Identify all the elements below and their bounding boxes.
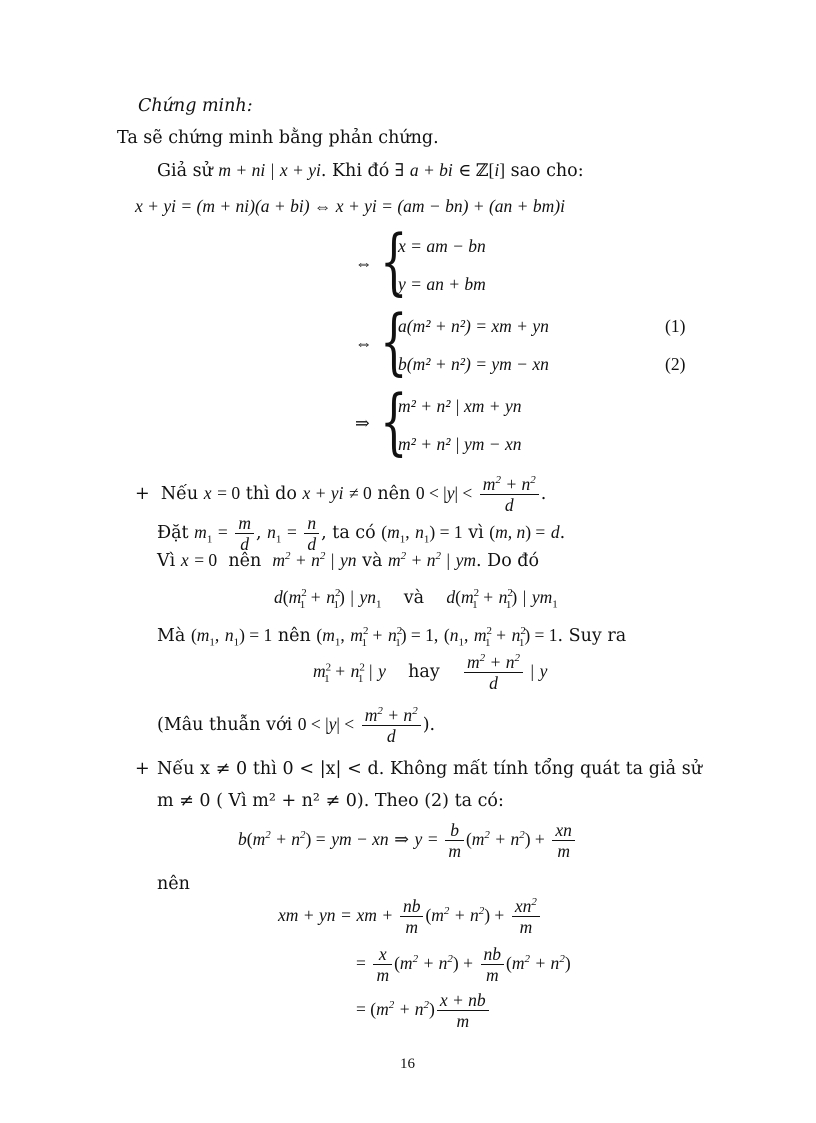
equation-label-1: (1): [665, 316, 686, 336]
sys3-line2: m² + n² | ym − xn: [398, 434, 522, 454]
equiv-symbol-2: ⇔: [355, 333, 373, 353]
equiv-symbol-1: ⇔: [355, 253, 373, 273]
case2-line1: Nếu x ≠ 0 thì 0 < |x| < d. Không mất tính tổng quát ta giả sử: [157, 759, 702, 779]
sys1-line1: x = am − bn: [398, 236, 486, 256]
derivation-line3: = $(m^2 + n^2)$ $\frac{x + nb}{m}$: [356, 990, 491, 1031]
implies-symbol: ⇒: [355, 413, 370, 433]
hay-line: $m^2_1 + n^2_1$ | y hay $\frac{m^2 + n^2}{d}$ | y: [313, 652, 548, 694]
brace-1: {: [380, 219, 408, 303]
intro-sentence: Ta sẽ chứng minh bằng phản chứng.: [117, 128, 439, 148]
case2-plus: +: [135, 759, 150, 779]
divisibility-line: $d(m^2_1 + n^2_1)$ | $yn_1$ và $d(m^2_1 + n^2_1)$ | $ym_1$: [274, 587, 558, 611]
contradiction-line: (Mâu thuẫn với 0 < |y| < $\frac{m^2 + n^2}{d}$ ).: [157, 705, 436, 747]
sys1-line2: y = an + bm: [398, 274, 486, 294]
brace-3: {: [380, 379, 408, 463]
case1-line: + Nếu x = 0 thì do x + yi ≠ 0 nên 0 < |y| < $\frac{m^2 + n^2}{d}$ .: [135, 474, 547, 516]
ma-line: Mà ($m_1$, $n_1) = 1$ nên ($m_1$, $m^2_1 + n^2_1) = 1$, ($n_1$, $m^2_1 + n^2_1) = 1$. Suy ra: [157, 625, 627, 649]
proof-heading: Chứng minh:: [138, 96, 253, 116]
sys3-line1: m² + n² | xm + yn: [398, 396, 522, 416]
vi-line: Vì x = 0 nên $m^2 + n^2$ | yn và $m^2 + n^2$ | ym. Do đó: [157, 550, 540, 571]
derivation-line2: = $\frac{x}{m}$ $(m^2 + n^2)$ + $\frac{nb}{m}$ $(m^2 + n^2)$: [356, 944, 571, 986]
sys2-line2: b(m² + n²) = ym − xn: [398, 354, 549, 374]
equation-label-2: (2): [665, 354, 686, 374]
nen-word: nên: [157, 874, 190, 894]
page-number: 16: [400, 1056, 415, 1072]
derivation-line1: xm + yn = xm + $\frac{nb}{m}$ $(m^2 + n^2)$ + $\frac{xn^2}{m}$: [278, 896, 542, 937]
equation-b: $b(m^2 + n^2)$ = ym − xn ⇒ y = $\frac{b}{m}$ $(m^2 + n^2)$ + $\frac{xn}{m}$: [238, 820, 577, 861]
case2-line2: m ≠ 0 ( Vì m² + n² ≠ 0). Theo (2) ta có:: [157, 791, 504, 811]
set-m1-line: Đặt $m_1$ = $\frac{m}{d}$ , $n_1$ = $\frac{n}{d}$ , ta có ($m_1$, $n_1) = 1$ vì (m, n) = d.: [157, 513, 566, 555]
sys2-line1: a(m² + n²) = xm + yn: [398, 316, 549, 336]
equation-main: x + yi = (m + ni)(a + bi) ⇔ x + yi = (am − bn) + (an + bm)i: [135, 196, 565, 216]
brace-2: {: [380, 299, 408, 383]
assumption-line: Giả sử m + ni | x + yi. Khi đó ∃ a + bi ∈ ℤ[i] sao cho:: [157, 160, 584, 181]
